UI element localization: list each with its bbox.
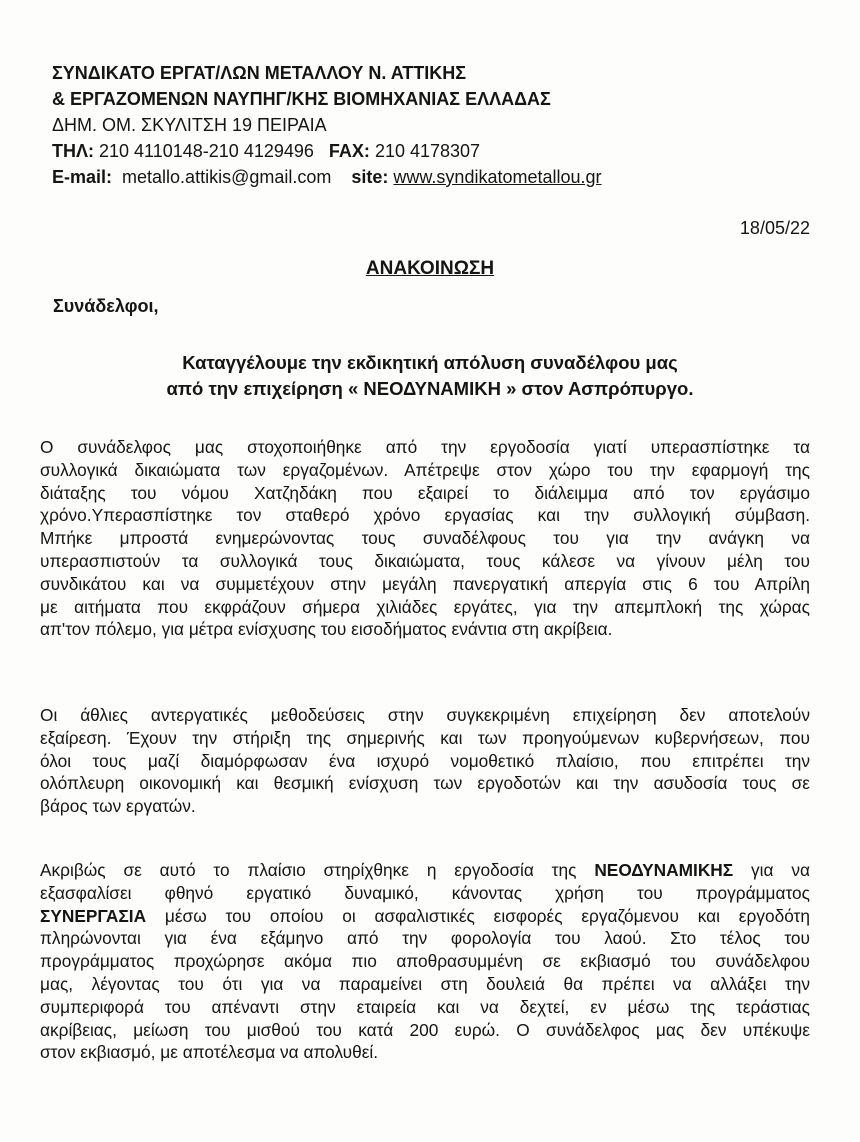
letterhead	[52, 60, 812, 190]
line-text: για να	[733, 860, 810, 880]
paragraph-line: Ο συνάδελφος μας στοχοποιήθηκε από την εργοδοσία γιατί υπερασπίστηκε τα	[40, 437, 810, 457]
paragraph-line: υπερασπιστούν τα συλλογικά τους δικαιώματα, τους κάλεσε να γίνουν μέλη του	[40, 550, 810, 571]
contact-phone-fax	[52, 138, 812, 164]
subject-line-2: από την επιχείρηση « ΝΕΟΔΥΝΑΜΙΚΗ » στον Ασπρόπυργο.	[166, 378, 694, 399]
union-name-line2: & ΕΡΓΑΖΟΜΕΝΩΝ ΝΑΥΠΗΓ/ΚΗΣ ΒΙΟΜΗΧΑΝΙΑΣ ΕΛΛΑΔΑΣ	[52, 89, 551, 109]
paragraph-line: με αιτήματα που εκφράζουν σήμερα χιλιάδες εργάτες, για την απεμπλοκή της χώρας	[40, 596, 810, 617]
line-text: μέσω του οποίου οι ασφαλιστικές εισφορές εργαζόμενου και εργοδότη	[146, 905, 810, 926]
paragraph-line: όλοι τους μαζί διαμόρφωσαν ένα ισχυρό νομοθετικό πλαίσιο, που επιτρέπει την	[40, 750, 810, 771]
fax-value: 210 4178307	[374, 141, 481, 161]
site-label: site:	[351, 167, 389, 187]
program-name: ΣΥΝΕΡΓΑΣΙΑ	[40, 905, 147, 926]
paragraph-line: προγράμματος προχώρησε ακόμα πιο αποθρασυμμένη σε εκβιασμό του συνάδελφου	[40, 951, 810, 972]
phone-label: ΤΗΛ:	[52, 141, 94, 161]
phone-value: 210 4110148-210 4129496	[99, 141, 314, 161]
paragraph-line: συλλογικά δικαιώματα των εργαζομένων. Απέτρεψε στον χώρο του την εφαρμογή της	[40, 459, 810, 480]
line-text: Ακριβώς σε αυτό το πλαίσιο στηρίχθηκε η εργοδοσία της	[40, 860, 595, 880]
paragraph-line: Μπήκε μπροστά ενημερώνοντας τους συναδέλφους του για την ανάγκη να	[40, 528, 810, 549]
email-value: metallo.attikis@gmail.com	[122, 167, 332, 187]
paragraph-line: απ'τον πόλεμο, για μέτρα ενίσχυσης του εισοδήματος ενάντια στη ακρίβεια.	[40, 619, 613, 640]
paragraph-line: εξαίρεση. Έχουν την στήριξη της σημερινής και των προηγούμενων κυβερνήσεων, που	[40, 727, 810, 748]
document-title: ΑΝΑΚΟΙΝΩΣΗ	[365, 258, 495, 279]
paragraph-line: πληρώνονται για ένα εξάμηνο από την φορολογία του λαού. Στο τέλος του	[40, 928, 810, 949]
union-name-line1: ΣΥΝΔΙΚΑΤΟ ΕΡΓΑΤ/ΛΩΝ ΜΕΤΑΛΛΟΥ Ν. ΑΤΤΙΚΗΣ	[52, 63, 467, 83]
paragraph-line: Οι άθλιες αντεργατικές μεθοδεύσεις στην συγκεκριμένη επιχείρηση δεν αποτελούν	[40, 705, 810, 725]
paragraph-line	[40, 859, 810, 882]
paragraph-line: στον εκβιασμό, με αποτέλεσμα να απολυθεί.	[40, 1042, 379, 1063]
paragraph-line: συμπεριφορά του απέναντι στην εταιρεία και να δεχτεί, εν μέσω της τεράστιας	[40, 996, 810, 1017]
contact-email-site	[52, 164, 812, 190]
subject-line-1: Καταγγέλουμε την εκδικητική απόλυση συναδέλφου μας	[182, 352, 678, 373]
email-label: E-mail:	[52, 167, 113, 187]
paragraph-line: χρόνο.Υπερασπίστηκε τον σταθερό χρόνο εργασίας και την συλλογική σύμβαση.	[40, 505, 810, 526]
fax-label: FAX:	[328, 141, 370, 161]
paragraph-line: βάρος των εργατών.	[40, 796, 196, 817]
paragraph-3	[40, 859, 810, 1064]
paragraph-line: ακρίβειας, μείωση του μισθού του κατά 200 ευρώ. Ο συνάδελφος μας δεν υπέκυψε	[40, 1019, 810, 1040]
document-date: 18/05/22	[739, 218, 810, 238]
paragraph-line	[40, 905, 810, 928]
union-address: ΔΗΜ. ΟΜ. ΣΚΥΛΙΤΣΗ 19 ΠΕΙΡΑΙΑ	[52, 115, 327, 135]
paragraph-line: συνδικάτου και να συμμετέχουν στην μεγάλη πανεργατική απεργία στις 6 του Απρίλη	[40, 573, 810, 594]
paragraph-line: μας, λέγοντας του ότι για να παραμείνει στη δουλειά θα πρέπει να αλλάξει την	[40, 973, 810, 994]
paragraph-1	[40, 436, 810, 641]
paragraph-line: διάταξης του νόμου Χατζηδάκη που εξαιρεί το διάλειμμα από τον εργάσιμο	[40, 482, 810, 503]
greeting: Συνάδελφοι,	[53, 296, 159, 316]
company-name: ΝΕΟΔΥΝΑΜΙΚΗΣ	[594, 860, 734, 880]
subject-heading	[0, 350, 860, 402]
paragraph-2	[40, 704, 810, 818]
site-link[interactable]: www.syndikatometallou.gr	[393, 167, 602, 187]
paragraph-line: ολόπλευρη οικονομική και θεσμική ενίσχυση των εργοδοτών και την ασυδοσία τους σε	[40, 773, 810, 794]
paragraph-line: εξασφαλίσει φθηνό εργατικό δυναμικό, κάνοντας χρήση του προγράμματος	[40, 882, 810, 903]
